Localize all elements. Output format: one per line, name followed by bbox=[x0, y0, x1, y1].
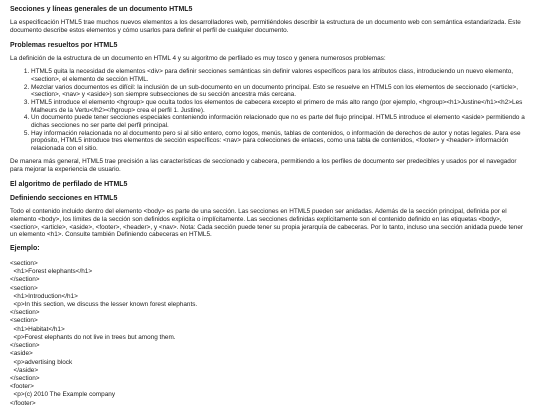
page-title: Secciones y líneas generales de un documento HTML5 bbox=[10, 6, 193, 13]
problems-list-item: 4. Un documento puede tener secciones especiales conteniendo información relacionado que no es parte del flujo principal. HTML5 introduce el elemento <aside> permitiendo a dichas secciones no ser parte del perfil principal. bbox=[31, 114, 530, 129]
problems-intro: La definición de la estructura de un documento en HTML 4 y su algoritmo de perfilado es muy tosco y genera numerosos problemas: bbox=[10, 55, 386, 63]
intro-paragraph: La especificación HTML5 trae muchos nuevos elementos a los desarrolladores web, permitiéndoles describir la estructura de un documento web con semántica estandarizada. Este documento describe estos elementos y cómo usarlos para definir el perfil de cualquier documento. bbox=[10, 19, 521, 34]
problems-list-item: 5. Hay información relacionada no al documento pero si al sitio entero, como logos, menús, tablas de contenidos, o información de derechos de autor y notas legales. Para ese propósito, HTML5 introduce tres elementos de sección específicos: <nav> para colecciones de enlaces, como una tabla de contenidos, <footer> y <header> información relacionada con el sitio. bbox=[31, 130, 530, 153]
problems-list-item: 2. Mezclar varios documentos es difícil: la inclusión de un sub-documento en un documento principal. Esto se resuelve en HTML5 con los elementos de seccionado (<article>, <section>, <nav> y <aside>) son siempre subsecciones de su sección ancestra más cercana. bbox=[31, 84, 530, 99]
algorithm-heading: El algoritmo de perfilado de HTML5 bbox=[10, 181, 128, 189]
algorithm-subheading: Definiendo secciones en HTML5 bbox=[10, 195, 118, 203]
example-code-block: <section> <h1>Forest elephants</h1> </section> <section> <h1>Introduction</h1> <p>In this section, we discuss the lesser known forest elephants. </section> <section> <h1>Habitat</h1> <p>Forest elephants do not live in trees but among them. </section> <aside> <p>advertising block </aside> </section> <footer> <p>(c) 2010 The Example company </footer> bbox=[10, 260, 198, 407]
problems-list bbox=[10, 68, 530, 153]
problems-conclusion: De manera más general, HTML5 trae precisión a las características de seccionado y cabecera, permitiendo a los perfiles de documento ser predecibles y usados por el navegador para mejorar la experiencia de usuario. bbox=[10, 157, 517, 173]
problems-list-item: 3. HTML5 introduce el elemento <hgroup> que oculta todos los elementos de cabecera excepto el primero de más alto rango (por ejemplo, <hgroup><h1>Justine</h1><h2>Les Malheurs de la Vertu</h2></hgroup> crea el perfil 1. Justine). bbox=[31, 99, 530, 114]
problems-heading: Problemas resueltos por HTML5 bbox=[10, 42, 118, 50]
problems-list-item: 1. HTML5 quita la necesidad de elementos <div> para definir secciones semánticas sin definir valores específicos para los atributos class, introduciendo un nuevo elemento, <section>, el elemento de sección HTML. bbox=[31, 68, 530, 83]
example-heading: Ejemplo: bbox=[10, 245, 40, 253]
algorithm-paragraph: Todo el contenido incluido dentro del elemento <body> es parte de una sección. Las secciones en HTML5 pueden ser anidadas. Además de la sección principal, definida por el elemento <body>, los límites de la sección son definidos explícita o implícitamente. Las secciones definidas explícitamente son el contenido definido en las etiquetas <body>, <section>, <article>, <aside>, <footer>, <header>, y <nav>. Nota: Cada sección puede tener su propia jerarquía de cabeceras. Por lo tanto, incluso una sección anidada puede tener un elemento <h1>. Consulte también Definiendo cabeceras en HTML5. bbox=[10, 208, 524, 239]
